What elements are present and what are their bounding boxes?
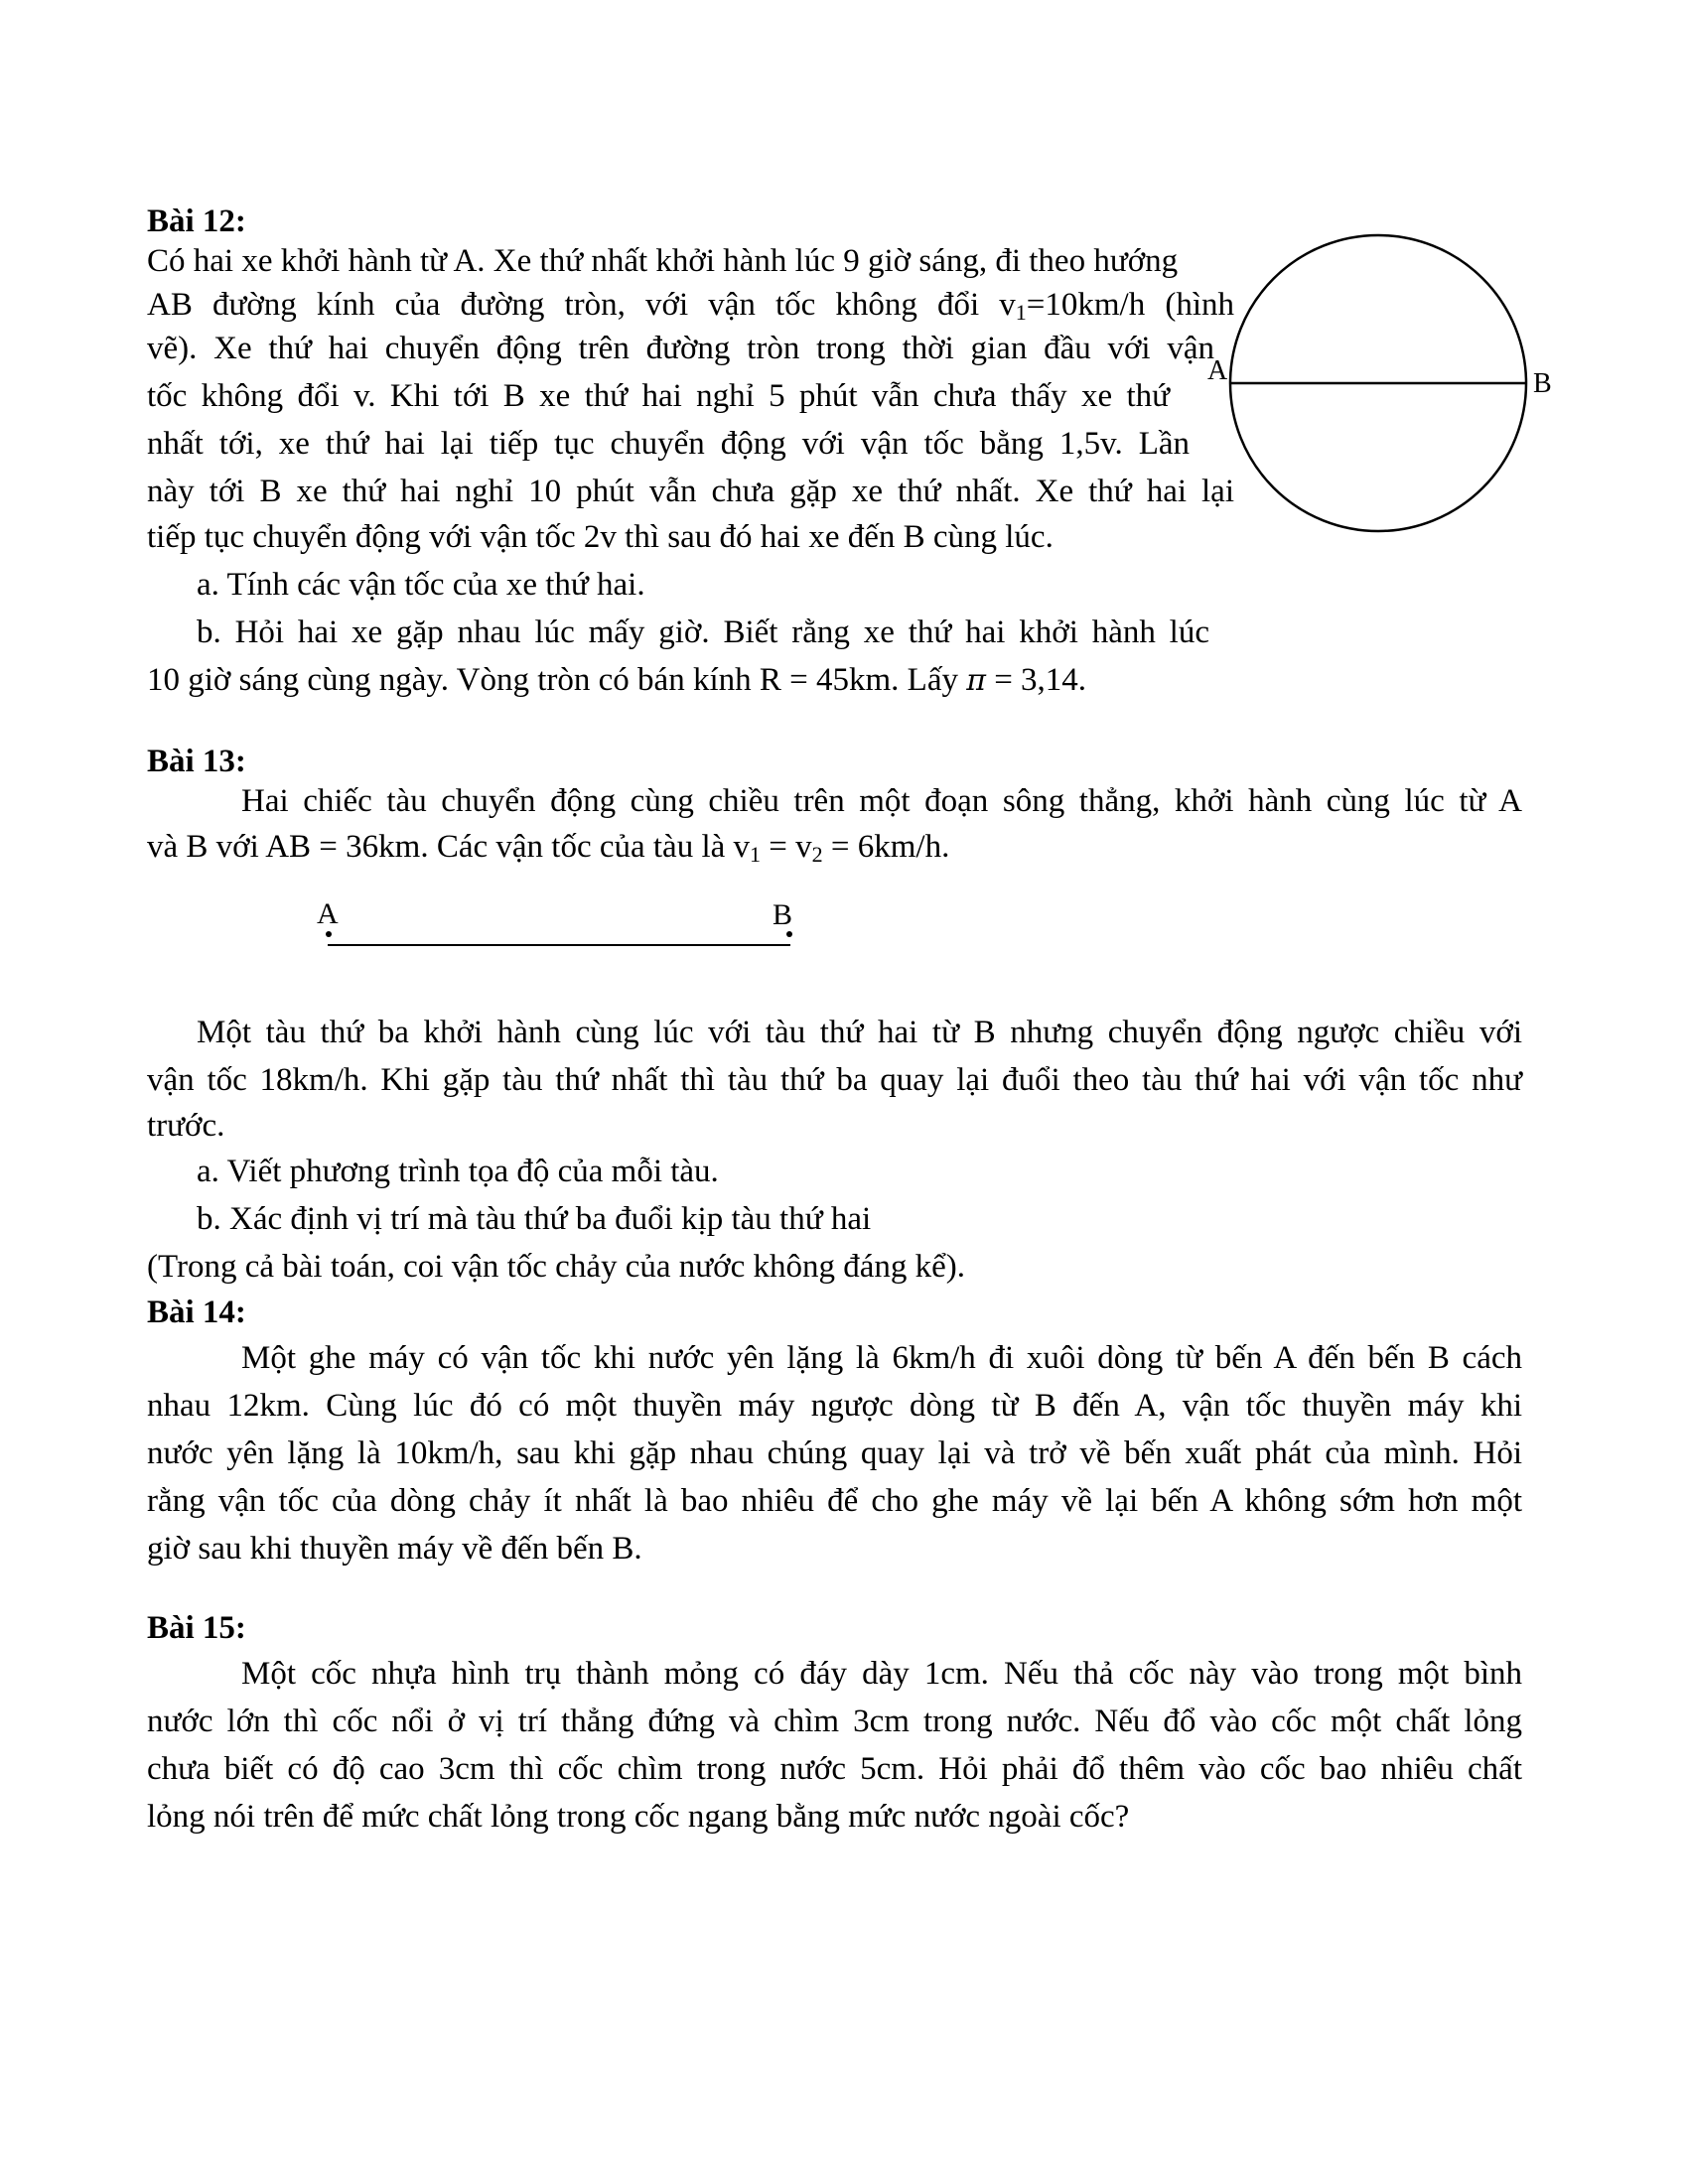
- bai13-line3: Một tàu thứ ba khởi hành cùng lúc với tàu thứ hai từ B nhưng chuyển động ngược chiều với: [197, 1015, 1522, 1050]
- bai15-line3: chưa biết có độ cao 3cm thì cốc chìm trong nước 5cm. Hỏi phải đổ thêm vào cốc bao nhiêu chất: [147, 1751, 1522, 1787]
- bai12-line7: tiếp tục chuyển động với vận tốc 2v thì sau đó hai xe đến B cùng lúc.: [147, 519, 1054, 555]
- bai14-line3: nước yên lặng là 10km/h, sau khi gặp nhau chúng quay lại và trở về bến xuất phát của mình. Hỏi: [147, 1435, 1522, 1471]
- bai14-line4: rằng vận tốc của dòng chảy ít nhất là bao nhiêu để cho ghe máy về lại bến A không sớm hơn một: [147, 1483, 1522, 1519]
- bai12-line6: này tới B xe thứ hai nghỉ 10 phút vẫn chưa gặp xe thứ nhất. Xe thứ hai lại: [147, 474, 1234, 509]
- point-a: [326, 931, 332, 937]
- circle-label-b: B: [1533, 368, 1552, 399]
- bai13-line5: trước.: [147, 1108, 225, 1144]
- bai15-line4: lỏng nói trên để mức chất lỏng trong cốc ngang bằng mức nước ngoài cốc?: [147, 1799, 1130, 1835]
- bai12-line5: nhất tới, xe thứ hai lại tiếp tục chuyển động với vận tốc bằng 1,5v. Lần: [147, 426, 1190, 462]
- circle-diagram: [1192, 228, 1569, 546]
- bai12-heading: Bài 12:: [147, 204, 246, 239]
- bai14-line2: nhau 12km. Cùng lúc đó có một thuyền máy ngược dòng từ B đến A, vận tốc thuyền máy khi: [147, 1388, 1522, 1424]
- bai12-line4: tốc không đổi v. Khi tới B xe thứ hai nghỉ 5 phút vẫn chưa thấy xe thứ: [147, 378, 1170, 414]
- bai15-line2: nước lớn thì cốc nổi ở vị trí thẳng đứng và chìm 3cm trong nước. Nếu đổ vào cốc một chất lỏng: [147, 1704, 1522, 1739]
- bai13-item-b: b. Xác định vị trí mà tàu thứ ba đuổi kịp tàu thứ hai: [197, 1201, 872, 1237]
- bai12-line3: vẽ). Xe thứ hai chuyển động trên đường tròn trong thời gian đầu với vận: [147, 331, 1214, 366]
- segment-label-a: A: [317, 897, 339, 930]
- bai13-heading: Bài 13:: [147, 744, 246, 779]
- bai15-line1: Một cốc nhựa hình trụ thành mỏng có đáy dày 1cm. Nếu thả cốc này vào trong một bình: [241, 1656, 1522, 1692]
- bai15-heading: Bài 15:: [147, 1610, 246, 1646]
- bai13-line4: vận tốc 18km/h. Khi gặp tàu thứ nhất thì tàu thứ ba quay lại đuổi theo tàu thứ hai với vận tốc như: [147, 1062, 1522, 1098]
- bai13-line1: Hai chiếc tàu chuyển động cùng chiều trên một đoạn sông thẳng, khởi hành cùng lúc từ A: [241, 783, 1522, 819]
- bai13-note: (Trong cả bài toán, coi vận tốc chảy của nước không đáng kể).: [147, 1249, 966, 1285]
- point-b: [786, 931, 792, 937]
- bai12-item-a: a. Tính các vận tốc của xe thứ hai.: [197, 567, 645, 603]
- bai14-line5: giờ sau khi thuyền máy về đến bến B.: [147, 1531, 642, 1567]
- segment-label-b: B: [773, 898, 793, 931]
- bai14-line1: Một ghe máy có vận tốc khi nước yên lặng là 6km/h đi xuôi dòng từ bến A đến bến B cách: [241, 1340, 1522, 1376]
- bai13-item-a: a. Viết phương trình tọa độ của mỗi tàu.: [197, 1154, 719, 1189]
- bai14-heading: Bài 14:: [147, 1295, 246, 1330]
- bai12-item-b: b. Hỏi hai xe gặp nhau lúc mấy giờ. Biết rằng xe thứ hai khởi hành lúc: [197, 614, 1209, 650]
- circle-label-a: A: [1207, 355, 1228, 386]
- bai12-line2: AB đường kính của đường tròn, với vận tốc không đổi $v_1=10km/h$ (hình: [147, 287, 1234, 325]
- segment-diagram: [298, 888, 814, 958]
- bai12-line1: Có hai xe khởi hành từ A. Xe thứ nhất khởi hành lúc 9 giờ sáng, đi theo hướng: [147, 243, 1179, 279]
- bai13-line2: và B với AB = 36km. Các vận tốc của tàu là $v_1 = v_2 = 6km/h$.: [147, 829, 950, 867]
- bai12-line10: 10 giờ sáng cùng ngày. Vòng tròn có bán kính R = 45km. Lấy π = 3,14.: [147, 662, 1087, 698]
